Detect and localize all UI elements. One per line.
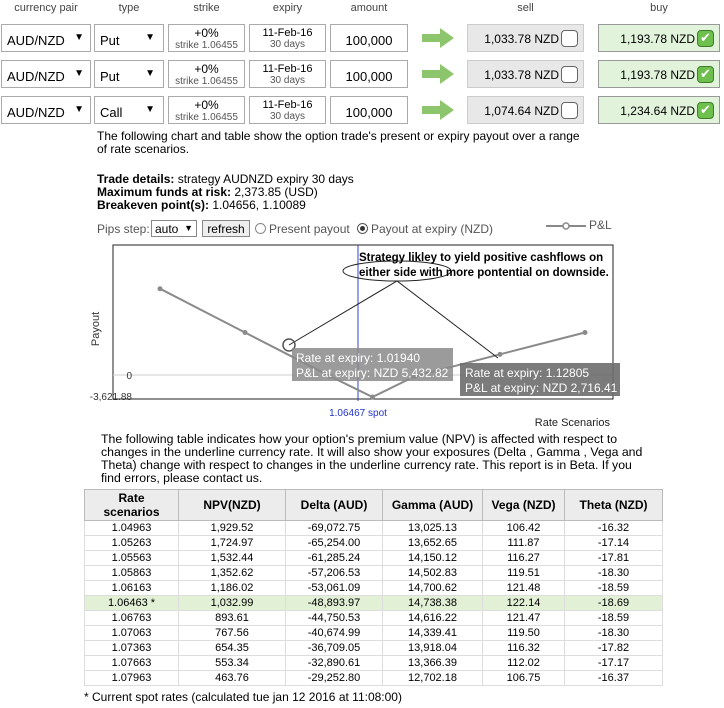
expiry-days: 30 days bbox=[269, 111, 306, 122]
table-cell: 1,532.44 bbox=[179, 551, 286, 566]
table-cell: -48,893.97 bbox=[286, 596, 383, 611]
buy-price[interactable] bbox=[598, 96, 720, 124]
table-cell: 1.05563 bbox=[85, 551, 179, 566]
sell-price[interactable] bbox=[467, 24, 584, 52]
currency-pair-value: AUD/NZD bbox=[7, 105, 65, 120]
table-cell: 14,616.22 bbox=[383, 611, 483, 626]
buy-price[interactable] bbox=[598, 24, 720, 52]
table-cell: 14,502.83 bbox=[383, 566, 483, 581]
table-cell: -29,252.80 bbox=[286, 671, 383, 686]
table-cell: 767.56 bbox=[179, 626, 286, 641]
strike-percent: +0% bbox=[194, 62, 219, 76]
table-cell: 119.50 bbox=[483, 626, 565, 641]
table-cell: 112.02 bbox=[483, 656, 565, 671]
expiry-days: 30 days bbox=[269, 39, 306, 50]
buy-value: 1,193.78 NZD bbox=[620, 32, 695, 46]
strike-field[interactable] bbox=[168, 96, 245, 124]
header-type: type bbox=[118, 2, 140, 14]
pips-step-label: Pips step: bbox=[97, 222, 150, 236]
callout-left-rate: Rate at expiry: 1.01940 bbox=[296, 351, 421, 365]
max-risk-value: 2,373.85 (USD) bbox=[231, 185, 318, 199]
table-cell: -16.32 bbox=[565, 521, 663, 536]
table-row bbox=[85, 536, 663, 551]
table-cell: -65,254.00 bbox=[286, 536, 383, 551]
currency-pair-select[interactable] bbox=[1, 24, 91, 52]
strike-field[interactable] bbox=[168, 24, 245, 52]
table-cell: -18.59 bbox=[565, 611, 663, 626]
table-cell: -16.37 bbox=[565, 671, 663, 686]
type-value: Put bbox=[100, 69, 120, 84]
callout-right-pl: P&L at expiry: NZD 2,716.41 bbox=[465, 381, 618, 395]
spot-label: 1.06467 spot bbox=[329, 408, 387, 419]
trade-details bbox=[97, 173, 354, 212]
arrow-right-icon bbox=[422, 100, 454, 120]
currency-pair-value: AUD/NZD bbox=[7, 69, 65, 84]
arrow-right-icon bbox=[422, 64, 454, 84]
currency-pair-select[interactable] bbox=[1, 60, 91, 88]
currency-pair-value: AUD/NZD bbox=[7, 33, 65, 48]
table-row bbox=[85, 551, 663, 566]
pl-data-point bbox=[498, 352, 503, 357]
table-cell: 13,366.39 bbox=[383, 656, 483, 671]
strike-percent: +0% bbox=[194, 98, 219, 112]
table-cell: -17.81 bbox=[565, 551, 663, 566]
column-header: Rate scenarios bbox=[85, 490, 179, 521]
table-cell: -32,890.61 bbox=[286, 656, 383, 671]
table-cell: 121.48 bbox=[483, 581, 565, 596]
dropdown-arrow-icon: ▼ bbox=[184, 223, 193, 233]
breakeven-label: Breakeven point(s): bbox=[97, 198, 210, 212]
table-cell: -17.14 bbox=[565, 536, 663, 551]
column-header: NPV(NZD) bbox=[179, 490, 286, 521]
table-row bbox=[85, 671, 663, 686]
currency-pair-select[interactable] bbox=[1, 96, 91, 124]
table-row bbox=[85, 566, 663, 581]
table-cell: 1.07963 bbox=[85, 671, 179, 686]
table-row bbox=[85, 656, 663, 671]
legend-label: P&L bbox=[589, 218, 612, 232]
table-cell: -61,285.24 bbox=[286, 551, 383, 566]
intro-line: of rate scenarios. bbox=[97, 142, 190, 156]
table-cell: 111.87 bbox=[483, 536, 565, 551]
max-risk-label: Maximum funds at risk: bbox=[97, 185, 232, 199]
table-header-row bbox=[85, 490, 663, 521]
table-cell: -44,750.53 bbox=[286, 611, 383, 626]
table-cell: -40,674.99 bbox=[286, 626, 383, 641]
table-cell: 106.42 bbox=[483, 521, 565, 536]
sell-price[interactable] bbox=[467, 96, 584, 124]
strike-value: strike 1.06455 bbox=[175, 76, 238, 87]
table-cell: 13,652.65 bbox=[383, 536, 483, 551]
dropdown-arrow-icon: ▼ bbox=[145, 68, 155, 79]
description-line: find errors, please contact us. bbox=[101, 471, 263, 485]
buy-checkbox[interactable] bbox=[697, 66, 714, 83]
table-cell: 122.14 bbox=[483, 596, 565, 611]
table-cell: 1.06163 bbox=[85, 581, 179, 596]
trade-details-value: strategy AUDNZD expiry 30 days bbox=[174, 172, 354, 186]
sell-price[interactable] bbox=[467, 60, 584, 88]
table-cell: 1,724.97 bbox=[179, 536, 286, 551]
type-select[interactable] bbox=[94, 96, 164, 124]
table-cell: 1.07663 bbox=[85, 656, 179, 671]
buy-checkbox[interactable] bbox=[697, 102, 714, 119]
table-cell: 13,918.04 bbox=[383, 641, 483, 656]
table-cell: 463.76 bbox=[179, 671, 286, 686]
table-cell: -18.30 bbox=[565, 566, 663, 581]
table-row bbox=[85, 581, 663, 596]
buy-value: 1,234.64 NZD bbox=[620, 104, 695, 118]
present-payout-label: Present payout bbox=[269, 222, 350, 236]
pips-step-select[interactable] bbox=[151, 220, 197, 237]
header-strike: strike bbox=[193, 2, 220, 14]
table-cell: -17.82 bbox=[565, 641, 663, 656]
table-cell: -17.17 bbox=[565, 656, 663, 671]
table-cell: -18.59 bbox=[565, 581, 663, 596]
arrow-right-icon bbox=[422, 28, 454, 48]
sell-checkbox[interactable] bbox=[561, 66, 578, 83]
table-cell: 1.05263 bbox=[85, 536, 179, 551]
column-header: Gamma (AUD) bbox=[383, 490, 483, 521]
table-cell: 1,032.99 bbox=[179, 596, 286, 611]
legend-line-icon bbox=[546, 220, 586, 232]
table-cell: 1.06463 * bbox=[85, 596, 179, 611]
dropdown-arrow-icon: ▼ bbox=[145, 32, 155, 43]
table-cell: -36,709.05 bbox=[286, 641, 383, 656]
sell-value: 1,074.64 NZD bbox=[484, 104, 559, 118]
table-cell: 1,186.02 bbox=[179, 581, 286, 596]
table-cell: 116.32 bbox=[483, 641, 565, 656]
header-currency-pair: currency pair bbox=[14, 2, 78, 14]
table-cell: 893.61 bbox=[179, 611, 286, 626]
header-sell: sell bbox=[517, 2, 534, 14]
breakeven-line bbox=[97, 199, 354, 212]
strike-value: strike 1.06455 bbox=[175, 112, 238, 123]
table-cell: 106.75 bbox=[483, 671, 565, 686]
pl-data-point bbox=[243, 330, 248, 335]
table-row bbox=[85, 596, 663, 611]
buy-checkbox[interactable] bbox=[697, 30, 714, 47]
table-cell: 1.04963 bbox=[85, 521, 179, 536]
table-cell: -53,061.09 bbox=[286, 581, 383, 596]
table-cell: -18.69 bbox=[565, 596, 663, 611]
header-amount: amount bbox=[350, 2, 388, 14]
description-line: The following table indicates how your option's premium value (NPV) is affected with respect to bbox=[101, 432, 618, 446]
type-select[interactable] bbox=[94, 60, 164, 88]
dropdown-arrow-icon: ▼ bbox=[74, 68, 84, 79]
expiry-days: 30 days bbox=[269, 75, 306, 86]
footnote: * Current spot rates (calculated tue jan 12 2016 at 11:08:00) bbox=[84, 690, 402, 704]
table-cell: 14,700.62 bbox=[383, 581, 483, 596]
table-cell: 14,150.12 bbox=[383, 551, 483, 566]
table-row bbox=[85, 641, 663, 656]
annotation-line: either side with more pontential on downside. bbox=[359, 267, 609, 279]
column-header: Theta (NZD) bbox=[565, 490, 663, 521]
header-expiry: expiry bbox=[272, 2, 303, 14]
type-value: Put bbox=[100, 33, 120, 48]
strike-percent: +0% bbox=[194, 26, 219, 40]
table-cell: 12,702.18 bbox=[383, 671, 483, 686]
sell-checkbox[interactable] bbox=[561, 30, 578, 47]
expiry-payout-radio[interactable] bbox=[357, 223, 368, 234]
pl-data-point bbox=[158, 286, 163, 291]
annotation-line: Strategy likley to yield positive cashflows on bbox=[359, 252, 604, 264]
amount-input[interactable]: 100,000 bbox=[330, 24, 408, 52]
y-tick-min: -3,621.88 bbox=[89, 392, 132, 403]
y-axis-label: Payout bbox=[90, 311, 102, 347]
expiry-field[interactable] bbox=[249, 60, 326, 88]
breakeven-value: 1.04656, 1.10089 bbox=[209, 198, 306, 212]
expiry-field[interactable] bbox=[249, 24, 326, 52]
table-cell: 1,352.62 bbox=[179, 566, 286, 581]
type-value: Call bbox=[100, 105, 123, 120]
table-description bbox=[101, 433, 642, 485]
table-cell: 119.51 bbox=[483, 566, 565, 581]
buy-price[interactable] bbox=[598, 60, 720, 88]
table-cell: 1.05863 bbox=[85, 566, 179, 581]
description-line: Theta) change with respect to changes in the underline currency rate. This report is in Beta. If you bbox=[101, 458, 632, 472]
pl-data-point bbox=[583, 330, 588, 335]
intro-text bbox=[97, 130, 580, 156]
y-tick-zero: 0 bbox=[126, 371, 132, 382]
refresh-button[interactable]: refresh bbox=[202, 220, 250, 237]
callout-right-rate: Rate at expiry: 1.12805 bbox=[465, 366, 590, 380]
pips-step-value: auto bbox=[155, 222, 179, 236]
trade-details-label: Trade details: bbox=[97, 172, 175, 186]
header-buy: buy bbox=[650, 2, 668, 14]
table-cell: 1,929.52 bbox=[179, 521, 286, 536]
radio-dot-icon bbox=[360, 226, 365, 231]
table-cell: 14,738.38 bbox=[383, 596, 483, 611]
table-cell: 121.47 bbox=[483, 611, 565, 626]
strike-field[interactable] bbox=[168, 60, 245, 88]
intro-line: The following chart and table show the option trade's present or expiry payout over a range bbox=[97, 129, 580, 143]
table-cell: 553.34 bbox=[179, 656, 286, 671]
sell-value: 1,033.78 NZD bbox=[484, 32, 559, 46]
table-cell: 1.06763 bbox=[85, 611, 179, 626]
column-header: Delta (AUD) bbox=[286, 490, 383, 521]
amount-input[interactable]: 100,000 bbox=[330, 96, 408, 124]
amount-input[interactable]: 100,000 bbox=[330, 60, 408, 88]
payout-chart bbox=[85, 241, 624, 431]
table-row bbox=[85, 611, 663, 626]
callout-left-pl: P&L at expiry: NZD 5,432.82 bbox=[296, 366, 449, 380]
table-row bbox=[85, 626, 663, 641]
table-cell: 1.07063 bbox=[85, 626, 179, 641]
sensitivity-table bbox=[84, 489, 663, 686]
x-axis-label: Rate Scenarios bbox=[534, 417, 610, 429]
pl-data-point bbox=[370, 395, 375, 400]
table-cell: 13,025.13 bbox=[383, 521, 483, 536]
table-cell: -18.30 bbox=[565, 626, 663, 641]
dropdown-arrow-icon: ▼ bbox=[74, 104, 84, 115]
type-select[interactable] bbox=[94, 24, 164, 52]
buy-value: 1,193.78 NZD bbox=[620, 68, 695, 82]
table-cell: 654.35 bbox=[179, 641, 286, 656]
expiry-date: 11-Feb-16 bbox=[262, 99, 313, 111]
table-cell: 1.07363 bbox=[85, 641, 179, 656]
expiry-date: 11-Feb-16 bbox=[262, 63, 313, 75]
table-cell: -69,072.75 bbox=[286, 521, 383, 536]
description-line: changes in the underline currency rate. It will also show your exposures (Delta , Gamma , Vega and bbox=[101, 445, 643, 459]
sell-checkbox[interactable] bbox=[561, 102, 578, 119]
dropdown-arrow-icon: ▼ bbox=[145, 104, 155, 115]
expiry-payout-label: Payout at expiry (NZD) bbox=[371, 222, 494, 236]
expiry-field[interactable] bbox=[249, 96, 326, 124]
strike-value: strike 1.06455 bbox=[175, 40, 238, 51]
table-cell: 14,339.41 bbox=[383, 626, 483, 641]
expiry-date: 11-Feb-16 bbox=[262, 27, 313, 39]
table-cell: -57,206.53 bbox=[286, 566, 383, 581]
table-row bbox=[85, 521, 663, 536]
sell-value: 1,033.78 NZD bbox=[484, 68, 559, 82]
column-header: Vega (NZD) bbox=[483, 490, 565, 521]
dropdown-arrow-icon: ▼ bbox=[74, 32, 84, 43]
table-cell: 116.27 bbox=[483, 551, 565, 566]
present-payout-radio[interactable] bbox=[255, 223, 266, 234]
